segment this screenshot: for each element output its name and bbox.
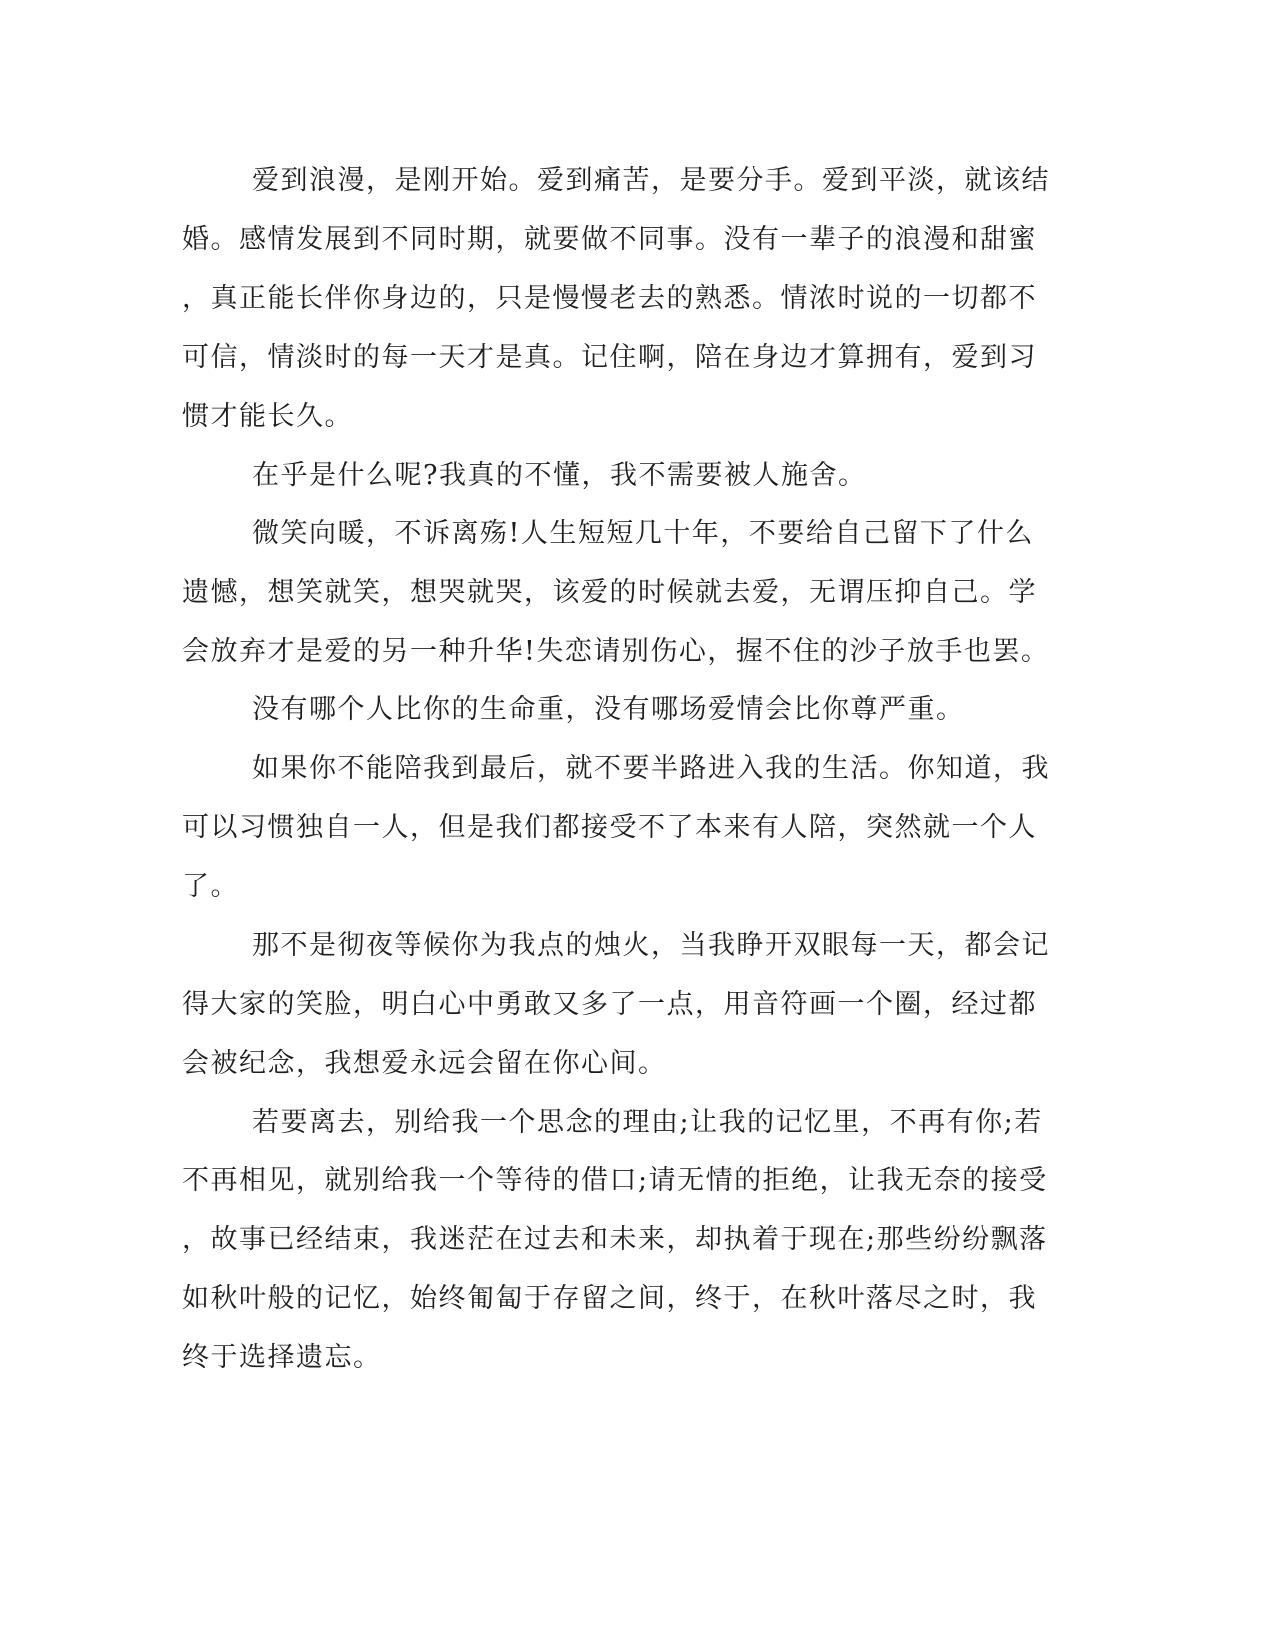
text-line: 会被纪念，我想爱永远会留在你心间。 <box>182 1048 667 1079</box>
text-line: 惯才能长久。 <box>182 401 353 432</box>
text-line: 不再相见，就别给我一个等待的借口;请无情的拒绝，让我无奈的接受 <box>182 1165 1048 1196</box>
text-line: 得大家的笑脸，明白心中勇敢又多了一点，用音符画一个圈，经过都 <box>182 989 1037 1020</box>
text-line: ，真正能长伴你身边的，只是慢慢老去的熟悉。情浓时说的一切都不 <box>182 283 1037 314</box>
text-line: 若要离去，别给我一个思念的理由;让我的记忆里，不再有你;若 <box>252 1107 1043 1138</box>
text-line: 可信，情淡时的每一天才是真。记住啊，陪在身边才算拥有，爱到习 <box>182 342 1037 373</box>
text-line: 会放弃才是爱的另一种升华!失恋请别伤心，握不住的沙子放手也罢。 <box>182 636 1050 667</box>
text-line: ，故事已经结束，我迷茫在过去和未来，却执着于现在;那些纷纷飘落 <box>182 1224 1048 1255</box>
text-line: 遗憾，想笑就笑，想哭就哭，该爱的时候就去爱，无谓压抑自己。学 <box>182 577 1037 608</box>
text-line: 那不是彻夜等候你为我点的烛火，当我睁开双眼每一天，都会记 <box>252 930 1050 961</box>
text-line: 如秋叶般的记忆，始终匍匐于存留之间，终于，在秋叶落尽之时，我 <box>182 1283 1037 1314</box>
text-line: 没有哪个人比你的生命重，没有哪场爱情会比你尊严重。 <box>252 694 965 725</box>
text-line: 了。 <box>182 871 239 902</box>
text-line: 爱到浪漫，是刚开始。爱到痛苦，是要分手。爱到平淡，就该结 <box>252 165 1050 196</box>
text-line: 微笑向暖，不诉离殇!人生短短几十年，不要给自己留下了什么 <box>252 518 1034 549</box>
text-line: 如果你不能陪我到最后，就不要半路进入我的生活。你知道，我 <box>252 753 1050 784</box>
text-line: 在乎是什么呢?我真的不懂，我不需要被人施舍。 <box>252 460 867 491</box>
text-line: 婚。感情发展到不同时期，就要做不同事。没有一辈子的浪漫和甜蜜 <box>182 224 1037 255</box>
text-line: 可以习惯独自一人，但是我们都接受不了本来有人陪，突然就一个人 <box>182 812 1037 843</box>
text-line: 终于选择遗忘。 <box>182 1342 382 1373</box>
